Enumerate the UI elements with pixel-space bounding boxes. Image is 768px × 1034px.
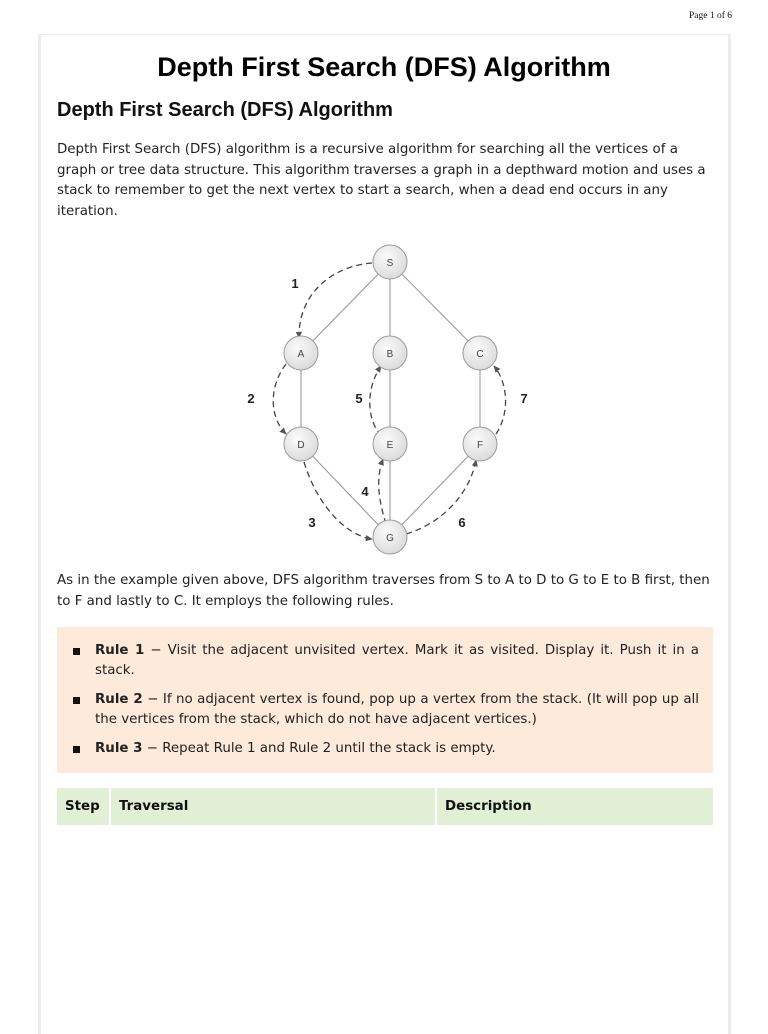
rule-name: Rule 1 <box>95 643 145 658</box>
node-label-a: A <box>297 349 305 360</box>
rules-list <box>57 627 713 759</box>
traversal-table <box>57 788 713 825</box>
rule-name: Rule 3 <box>95 740 143 756</box>
node-label-c: C <box>476 349 484 360</box>
step-label-7: 7 <box>520 391 528 406</box>
edge-s-c <box>390 262 480 353</box>
page-number: Page 1 of 6 <box>688 11 732 21</box>
node-label-d: D <box>297 440 305 451</box>
step-label-5: 5 <box>355 391 363 406</box>
traversal-arrow-7 <box>494 366 506 434</box>
rule-text: − If no adjacent vertex is found, pop up a vertex from the stack. (It will pop up all the vertices from the stack, which do not have adjacent vertices.) <box>95 691 699 728</box>
page-title: Depth First Search (DFS) Algorithm <box>157 52 611 82</box>
column-header-step: Step <box>57 788 111 825</box>
step-label-2: 2 <box>247 391 255 406</box>
node-label-g: G <box>386 533 394 544</box>
traversal-arrows <box>273 263 505 539</box>
square-bullet-icon <box>73 746 80 753</box>
step-label-1: 1 <box>291 276 299 291</box>
step-label-6: 6 <box>458 515 466 530</box>
step-label-4: 4 <box>361 484 369 499</box>
rule-item <box>95 641 699 682</box>
column-header-description: Description <box>437 788 713 825</box>
graph-edges <box>301 262 480 537</box>
rule-name: Rule 2 <box>95 691 143 707</box>
step-label-3: 3 <box>308 515 316 530</box>
table-header-row <box>57 788 713 825</box>
intro-paragraph: Depth First Search (DFS) algorithm is a recursive algorithm for searching all the vertices of a graph or tree data structure. This algorithm traverses a graph in a depthward motion and uses a stack to remember to get the next vertex to start a search, when a dead end occurs in any iteration. <box>57 142 706 220</box>
node-label-e: E <box>386 440 394 451</box>
rule-text: − Repeat Rule 1 and Rule 2 until the stack is empty. <box>142 740 496 756</box>
node-label-s: S <box>386 258 394 269</box>
edge-s-a <box>301 262 390 353</box>
rule-item <box>95 690 699 731</box>
square-bullet-icon <box>73 697 80 704</box>
rule-text: − Visit the adjacent unvisited vertex. Mark it as visited. Display it. Push it in a stack. <box>95 643 699 679</box>
traversal-arrow-5 <box>370 366 381 436</box>
rule-item <box>95 739 699 759</box>
node-label-b: B <box>386 349 394 360</box>
summary-paragraph: As in the example given above, DFS algorithm traverses from S to A to D to G to E to B first, then to F and lastly to C. It employs the following rules. <box>57 573 710 609</box>
rules-box <box>57 627 713 773</box>
edge-f-g <box>390 444 480 537</box>
dfs-graph-diagram <box>238 238 538 558</box>
traversal-arrow-4 <box>379 459 386 524</box>
traversal-arrow-1 <box>299 263 372 338</box>
node-label-f: F <box>476 440 484 451</box>
column-header-traversal: Traversal <box>111 788 437 825</box>
square-bullet-icon <box>73 648 80 655</box>
traversal-arrow-2 <box>273 364 286 434</box>
section-heading: Depth First Search (DFS) Algorithm <box>57 99 393 121</box>
